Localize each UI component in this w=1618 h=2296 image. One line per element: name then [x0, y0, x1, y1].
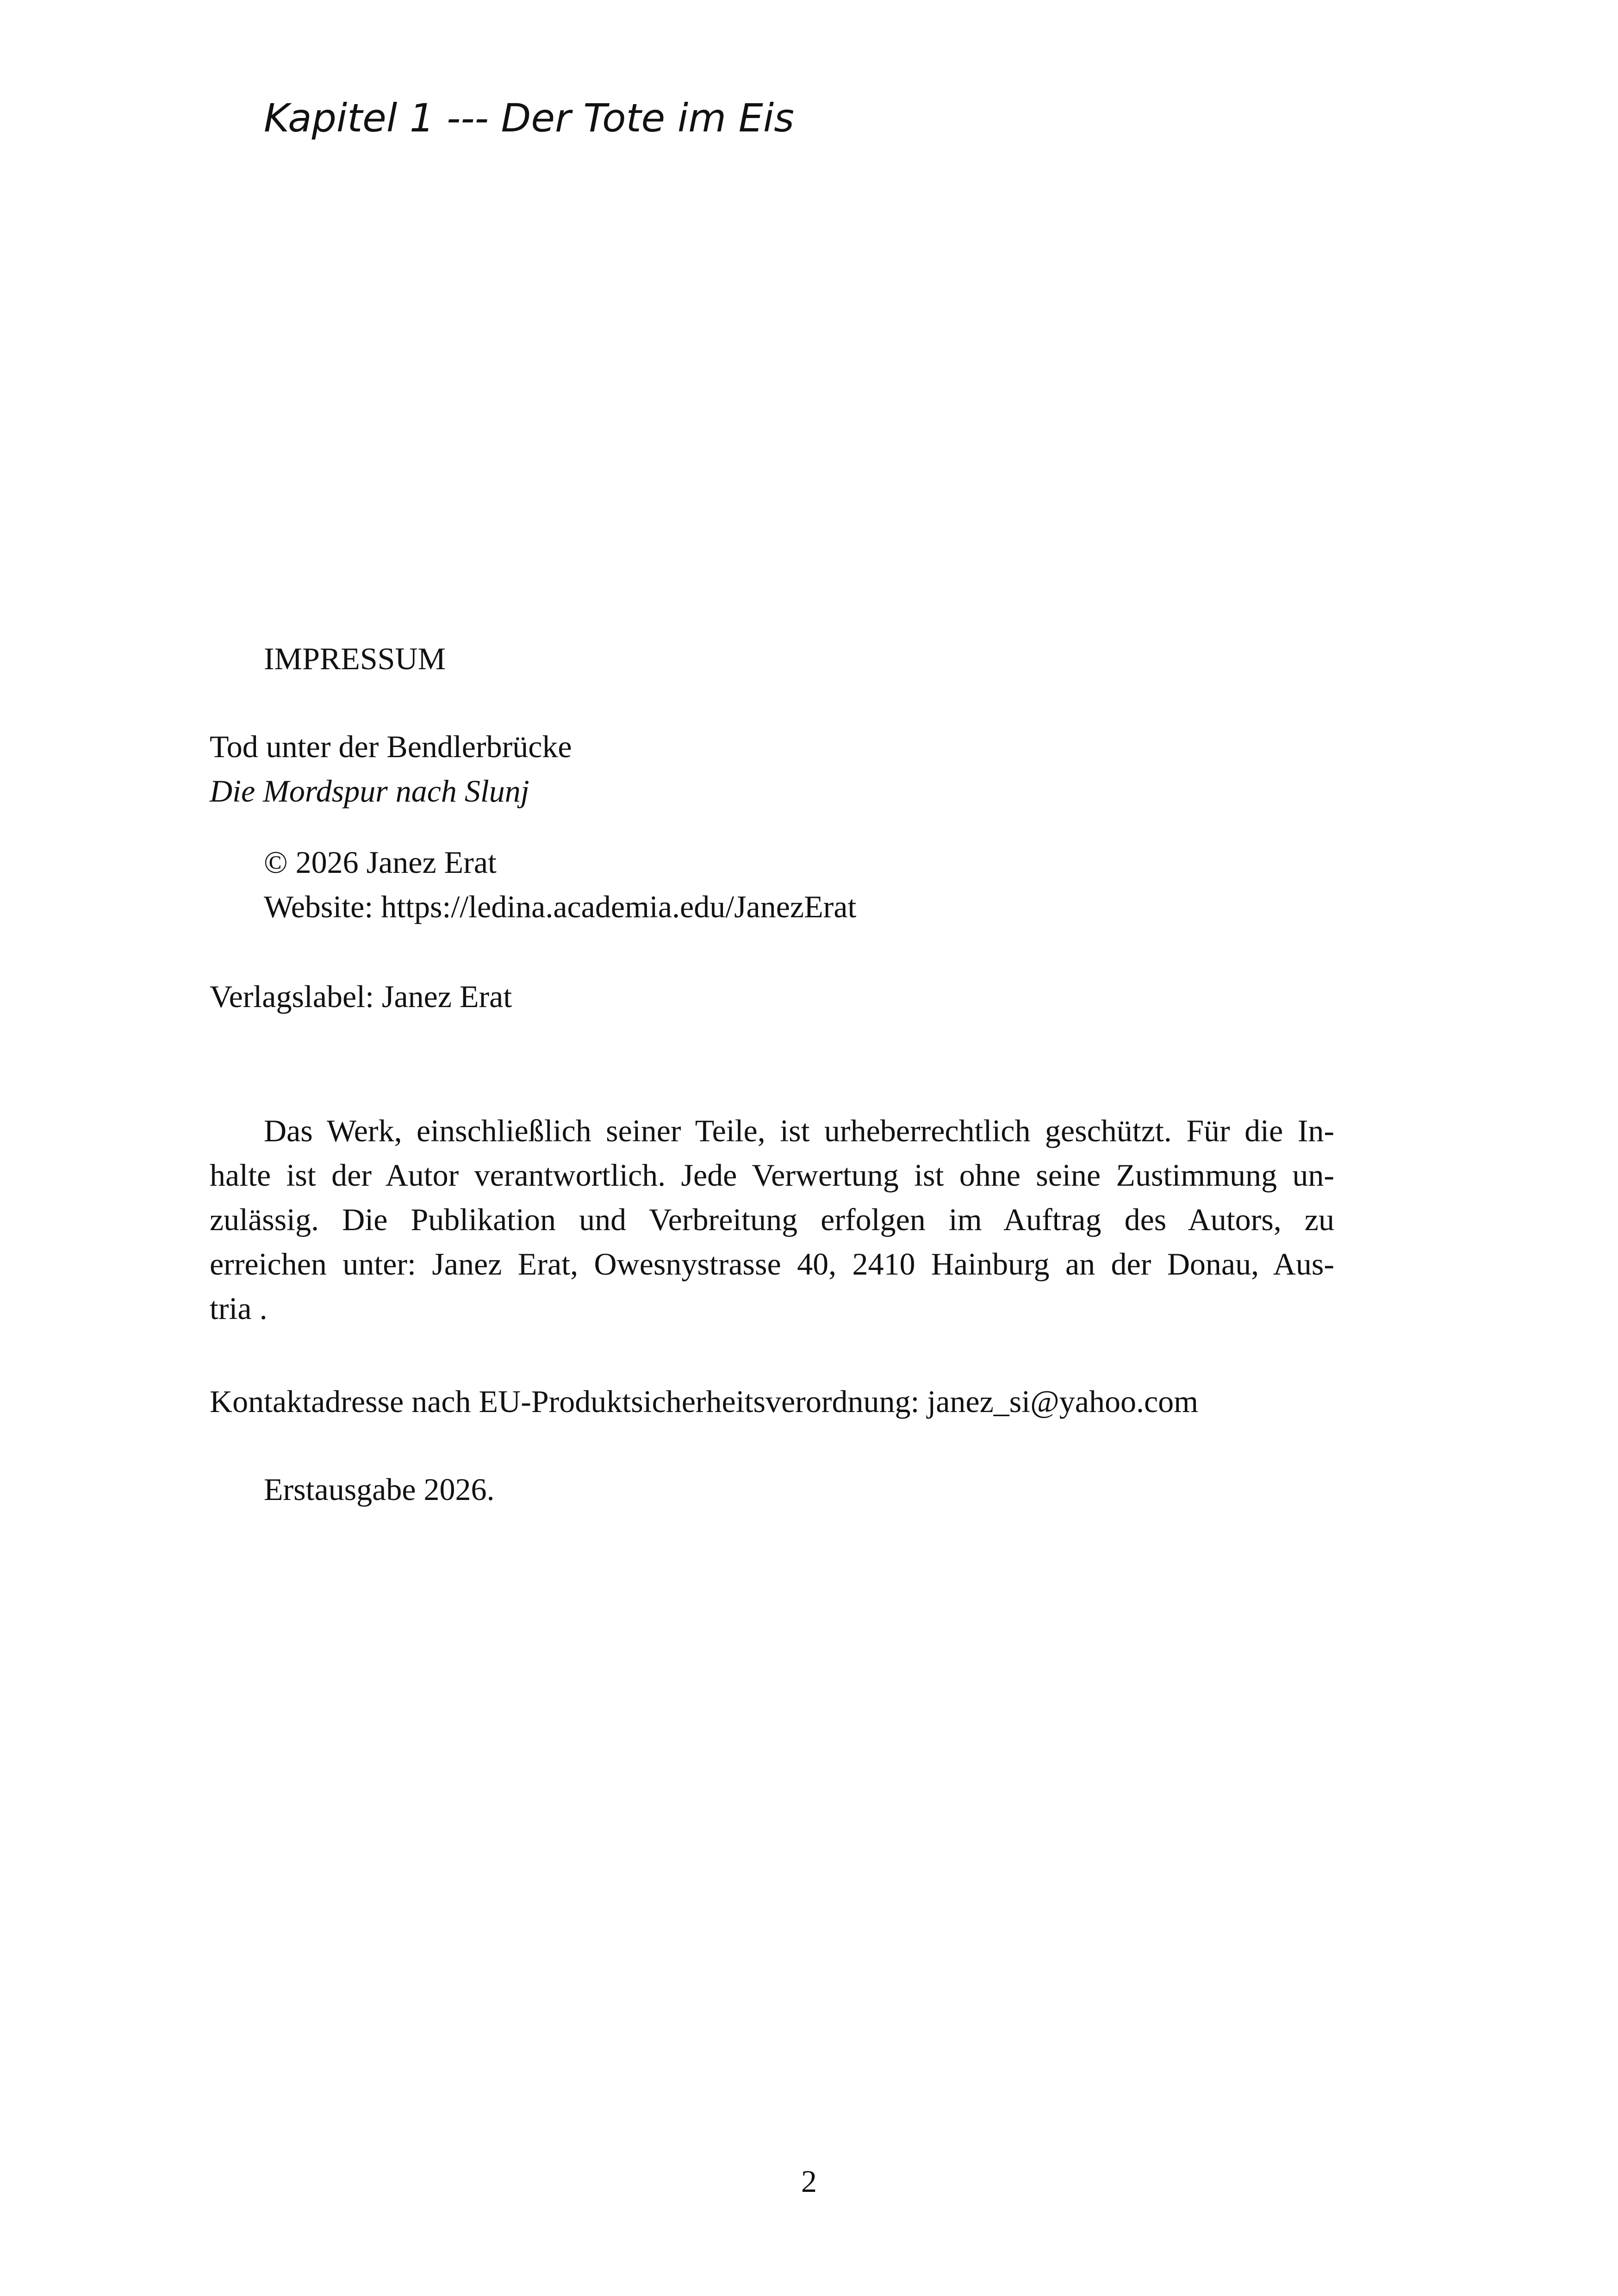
website-line: Website: https://ledina.academia.edu/JanezErat: [264, 889, 857, 924]
legal-notice-line: tria .: [210, 1291, 268, 1326]
contact-address: Kontaktadresse nach EU-Produktsicherheitsverordnung: janez_si@yahoo.com: [210, 1384, 1199, 1419]
legal-notice-line: halte ist der Autor verantwortlich. Jede Verwertung ist ohne seine Zustimmung un-: [210, 1157, 1334, 1193]
legal-notice: [210, 1108, 1334, 1331]
publisher-label: Verlagslabel: Janez Erat: [210, 979, 512, 1014]
book-subtitle: Die Mordspur nach Slunj: [210, 773, 529, 809]
copyright-line: © 2026 Janez Erat: [264, 845, 497, 880]
legal-notice-line: erreichen unter: Janez Erat, Owesnystrasse 40, 2410 Hainburg an der Donau, Aus-: [210, 1246, 1334, 1282]
legal-notice-line: zulässig. Die Publikation und Verbreitung erfolgen im Auftrag des Autors, zu: [210, 1202, 1334, 1237]
book-title: Tod unter der Bendlerbrücke: [210, 729, 572, 764]
page-number: 2: [801, 2164, 817, 2199]
running-head: Kapitel 1 --- Der Tote im Eis: [264, 95, 794, 141]
impressum-heading: IMPRESSUM: [264, 641, 446, 676]
edition-note: Erstausgabe 2026.: [264, 1472, 495, 1507]
legal-notice-line: Das Werk, einschließlich seiner Teile, ist urheberrechtlich geschützt. Für die In-: [264, 1113, 1334, 1148]
